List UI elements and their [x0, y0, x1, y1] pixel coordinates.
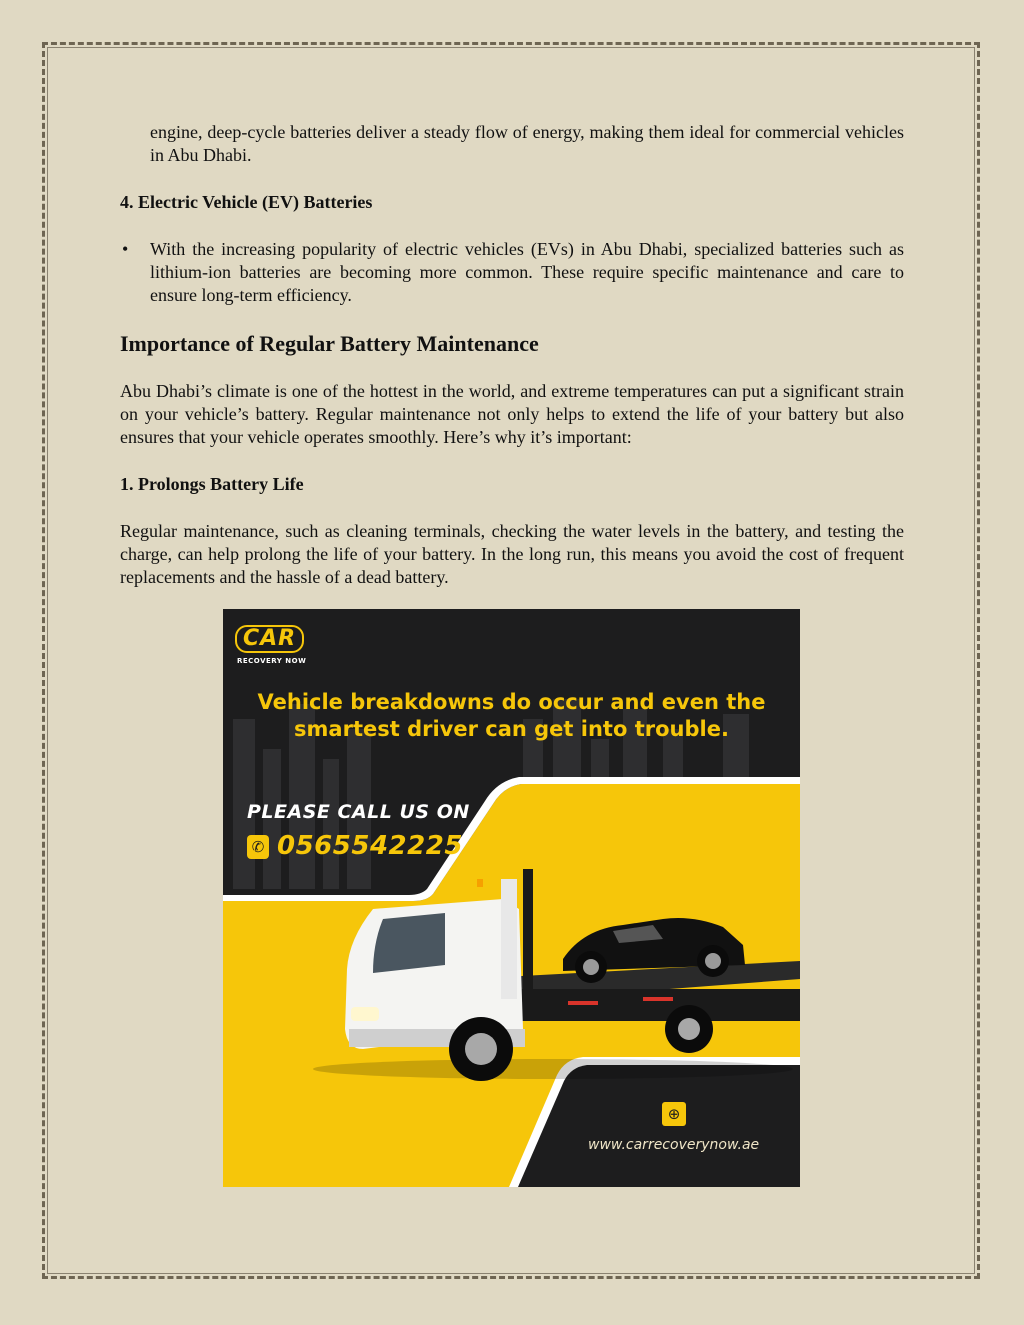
maintenance-heading-block [120, 331, 904, 357]
prolongs-body-block [120, 520, 904, 589]
prolongs-heading-block [120, 474, 904, 495]
ev-bullet-text: With the increasing popularity of electric vehicles (EVs) in Abu Dhabi, specialized batteries such as lithium-ion batteries are becoming more common. These require specific maintenance and care to ensure long-term efficiency. [150, 239, 904, 305]
maintenance-intro-block [120, 380, 904, 449]
ad-call-label: PLEASE CALL US ON [247, 801, 470, 823]
bullet-icon: • [122, 239, 129, 259]
ad-logo-subtext: RECOVERY NOW [237, 657, 307, 665]
list-item [120, 238, 904, 307]
ev-bullet-list [120, 238, 904, 307]
maintenance-intro: Abu Dhabi’s climate is one of the hottest in the world, and extreme temperatures can put a significant strain on your vehicle’s battery. Regular maintenance not only helps to extend the life of your battery but also ensures that your vehicle operates smoothly. Here’s why it’s important: [120, 381, 904, 447]
ad-headline-line2: smartest driver can get into trouble. [294, 717, 729, 741]
continued-paragraph-block [120, 121, 904, 167]
maintenance-heading: Importance of Regular Battery Maintenance [120, 331, 539, 356]
ad-phone-number: 0565542225 [277, 831, 463, 861]
advertisement-banner [223, 609, 800, 1187]
ad-logo: CAR [235, 625, 304, 653]
continued-paragraph: engine, deep-cycle batteries deliver a steady flow of energy, making them ideal for commercial vehicles in Abu Dhabi. [150, 122, 904, 165]
prolongs-heading: 1. Prolongs Battery Life [120, 474, 304, 494]
phone-icon: ✆ [247, 835, 269, 859]
ev-section-heading-block [120, 192, 904, 213]
ad-headline-line1: Vehicle breakdowns do occur and even the [257, 690, 766, 714]
prolongs-body: Regular maintenance, such as cleaning terminals, checking the water levels in the battery, and testing the charge, can help prolong the life of your battery. In the long run, this means you avoid the cost of frequent replacements and the hassle of a dead battery. [120, 521, 904, 587]
ad-headline [223, 689, 800, 743]
ad-website-link: www.carrecoverynow.ae [588, 1137, 760, 1153]
globe-icon: ⊕ [662, 1102, 686, 1126]
ev-section-heading: 4. Electric Vehicle (EV) Batteries [120, 192, 373, 212]
